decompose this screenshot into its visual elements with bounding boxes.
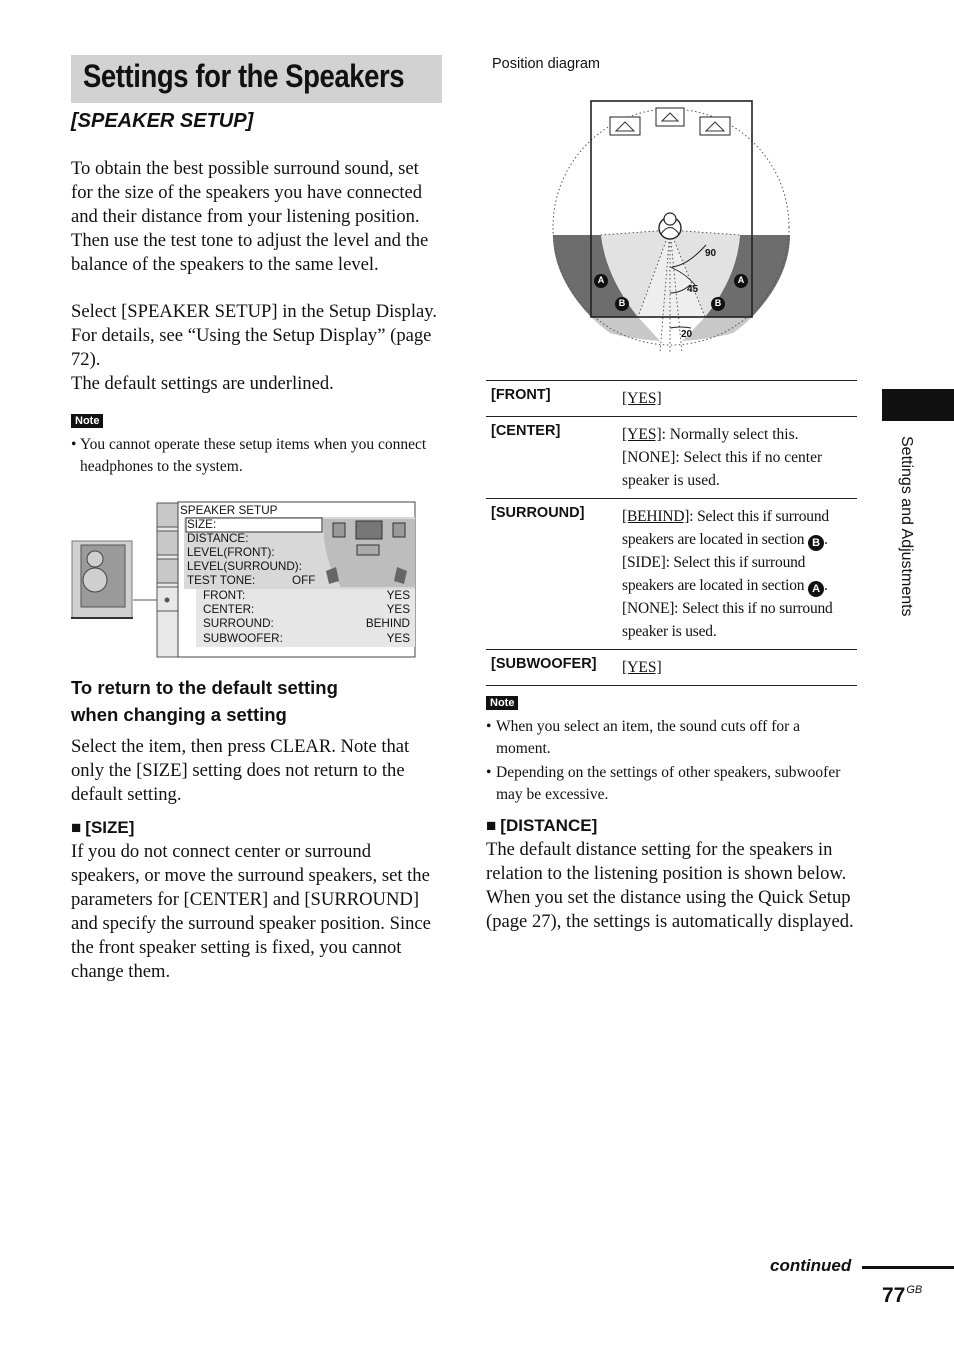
diagram-caption: Position diagram (492, 56, 600, 72)
note-label-2: Note (486, 696, 518, 710)
screen-sub-front-label: FRONT: (203, 589, 246, 602)
return-default-text: Select the item, then press CLEAR. Note that only the [SIZE] setting does not return to the default setting. (71, 736, 410, 805)
zone-a-label-left: A (597, 275, 605, 285)
chapter-tab-text: Settings and Adjustments (898, 436, 915, 617)
distance-heading-text: [DISTANCE] (500, 816, 598, 835)
continued-rule (862, 1266, 954, 1269)
table-row-surround (486, 498, 857, 649)
table-key-center: [CENTER] (491, 423, 561, 439)
size-heading-text: [SIZE] (85, 818, 135, 837)
zone-a-label-right: A (737, 275, 745, 285)
angle-90-label: 90 (705, 248, 717, 259)
table-row-center (486, 416, 857, 498)
table-row-front (486, 380, 857, 416)
screen-sub-subwoofer-value: YES (386, 632, 410, 645)
position-diagram (550, 95, 794, 357)
table-row-subwoofer (486, 649, 857, 686)
bullet: • (71, 436, 77, 453)
note-badge (71, 411, 103, 429)
table-key-subwoofer: [SUBWOOFER] (491, 656, 597, 672)
angle-45-label: 45 (687, 284, 699, 295)
note-label: Note (71, 414, 103, 428)
table-key-surround: [SURROUND] (491, 505, 585, 521)
note-item-2-text: Depending on the settings of other speakers, subwoofer may be excessive. (496, 764, 841, 803)
screen-sub-center-value: YES (386, 603, 410, 616)
note-item (71, 434, 431, 477)
center-yes-desc: : Normally select this. (661, 426, 799, 443)
intro-paragraph: To obtain the best possible surround sound, set for the size of the speakers you have connected and their distance from your listening position. Then use the test tone to adjust the level and the balance of the speakers to the same level. (71, 158, 429, 275)
speaker-setup-screen (71, 501, 417, 661)
surround-option-none: [NONE]: Select this if no surround speaker is used. (622, 600, 833, 640)
screen-sub-center-label: CENTER: (203, 603, 255, 616)
distance-heading (486, 816, 597, 836)
screen-item-size: SIZE: (187, 518, 217, 531)
note-item-text: You cannot operate these setup items when you connect headphones to the system. (80, 436, 427, 475)
section-b-marker: B (808, 535, 824, 551)
table-value-front (622, 381, 857, 416)
table-key-front: [FRONT] (491, 387, 551, 403)
return-default-heading (71, 674, 443, 728)
screen-item-level-surround: LEVEL(SURROUND): (187, 560, 302, 573)
screen-item-test-tone: TEST TONE: (187, 574, 256, 587)
square-bullet-icon: ■ (71, 818, 82, 837)
center-default-value: [YES] (622, 426, 662, 443)
page-number-suffix: GB (906, 1284, 923, 1296)
square-bullet-icon: ■ (486, 816, 497, 835)
section-a-marker: A (808, 581, 824, 597)
page-title: Settings for the Speakers (83, 58, 405, 94)
screen-item-distance: DISTANCE: (187, 532, 249, 545)
screen-header: SPEAKER SETUP (180, 504, 278, 517)
speaker-settings-table (486, 380, 857, 686)
surround-option-side: [SIDE]: Select this if surround speakers are located in section A . (622, 554, 828, 595)
note-item-1-text: When you select an item, the sound cuts off for a moment. (496, 718, 801, 757)
screen-sub-front-value: YES (386, 589, 410, 602)
chapter-tab-label (893, 436, 917, 696)
page-number-value: 77 (882, 1284, 906, 1307)
table-value-surround (622, 499, 857, 649)
bullet: • (486, 718, 492, 735)
size-text: If you do not connect center or surround speakers, or move the surround speakers, set the parameters for [CENTER] and [SURROUND] and specify the surround speaker position. Since the front speaker setting is fixed, you cannot change them. (71, 841, 431, 982)
intro-setup-instructions: Select [SPEAKER SETUP] in the Setup Display. For details, see “Using the Setup Display” (page 72). (71, 301, 438, 370)
chapter-tab-marker (882, 389, 954, 421)
return-default-heading-line2: when changing a setting (71, 704, 287, 725)
surround-side-desc: [SIDE]: Select this if surround speakers are located in section (622, 554, 808, 594)
default-settings-note: The default settings are underlined. (71, 373, 334, 394)
table-value-subwoofer (622, 650, 857, 685)
bullet: • (486, 764, 492, 781)
page-number (882, 1284, 922, 1308)
angle-20-label: 20 (681, 329, 693, 340)
screen-item-level-front: LEVEL(FRONT): (187, 546, 275, 559)
subwoofer-default-value: [YES] (622, 659, 662, 676)
default-yes-value: [YES] (622, 390, 662, 407)
surround-behind-desc: : Select this if surround speakers are located in section (622, 508, 829, 548)
center-option-none: [NONE]: Select this if no center speaker is used. (622, 449, 823, 489)
size-heading (71, 818, 134, 838)
note-item-1 (486, 716, 846, 759)
continued-label: continued (770, 1256, 852, 1275)
distance-text: The default distance setting for the speakers in relation to the listening position is shown below. When you set the distance using the Quick Setup (page 27), the settings is automatically displayed. (486, 839, 854, 932)
section-subtitle: [SPEAKER SETUP] (71, 110, 254, 132)
center-option-yes (622, 423, 857, 446)
screen-sub-subwoofer-label: SUBWOOFER: (203, 632, 283, 645)
zone-b-label-left: B (618, 298, 626, 308)
surround-default-value: [BEHIND] (622, 508, 690, 525)
note-badge-2 (486, 693, 518, 711)
zone-b-label-right: B (714, 298, 722, 308)
screen-sub-surround-label: SURROUND: (203, 617, 274, 630)
table-value-center (622, 417, 857, 498)
surround-option-behind: [BEHIND]: Select this if surround speakers are located in section B . (622, 508, 829, 549)
screen-test-tone-value: OFF (292, 574, 316, 587)
note-item-2 (486, 762, 846, 805)
return-default-heading-line1: To return to the default setting (71, 677, 338, 698)
screen-sub-surround-value: BEHIND (365, 617, 410, 630)
